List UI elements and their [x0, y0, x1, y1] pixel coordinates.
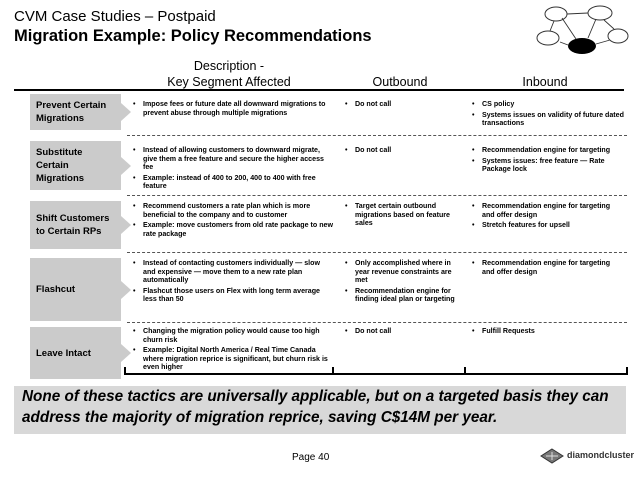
- list-item: • Recommendation engine for finding ideal plan or targeting: [345, 287, 457, 304]
- list-item: • Example: move customers from old rate package to new rate package: [133, 221, 333, 238]
- row1-inbound: [472, 100, 624, 130]
- list-item: • Stretch features for upsell: [472, 221, 624, 230]
- list-item: • Example: Digital North America / Real Time Canada where migration reprice is significant, but churn risk is even higher: [133, 346, 333, 372]
- row4-outbound: [345, 259, 457, 306]
- list-item: • Instead of contacting customers individually — slow and expensive — move them to a new rate plan automatically: [133, 259, 333, 285]
- description-column-header: [125, 58, 333, 90]
- list-item: • Systems issues on validity of future dated transactions: [472, 111, 624, 128]
- slide-title: Migration Example: Policy Recommendations: [14, 27, 372, 45]
- row-separator: [127, 195, 627, 196]
- list-item: • Do not call: [345, 327, 457, 336]
- list-item: • Do not call: [345, 146, 457, 155]
- row-label-substitute-certain-migrations: Substitute Certain Migrations: [30, 141, 121, 190]
- network-diagram-icon: [534, 4, 630, 56]
- table-bottom-bracket: [124, 367, 628, 375]
- list-item: • Impose fees or future date all downward migrations to prevent abuse through multiple migrations: [133, 100, 333, 117]
- row1-description: [133, 100, 333, 119]
- row-label-leave-intact: Leave Intact: [30, 327, 121, 379]
- brand-logo: [540, 445, 635, 469]
- list-item: • Recommendation engine for targeting and offer design: [472, 259, 624, 276]
- brand-name: diamondcluster: [567, 450, 635, 460]
- list-item: • Only accomplished where in year revenue constraints are met: [345, 259, 457, 285]
- header-rule: [14, 89, 624, 91]
- list-item: • Changing the migration policy would cause too high churn risk: [133, 327, 333, 344]
- inbound-column-header: Inbound: [522, 75, 568, 89]
- row-separator: [127, 322, 627, 323]
- outbound-column-header: Outbound: [372, 75, 428, 89]
- list-item: • Flashcut those users on Flex with long term average less than 50: [133, 287, 333, 304]
- row-separator: [127, 135, 627, 136]
- description-header-line-2: Key Segment Affected: [167, 75, 291, 89]
- row5-inbound: [472, 327, 624, 338]
- row2-inbound: [472, 146, 624, 176]
- row3-outbound: [345, 202, 457, 230]
- row-separator: [127, 252, 627, 253]
- row-label-prevent-certain-migrations: Prevent Certain Migrations: [30, 94, 121, 130]
- list-item: • Target certain outbound migrations based on feature sales: [345, 202, 457, 228]
- list-item: • Fulfill Requests: [472, 327, 624, 336]
- list-item: • Instead of allowing customers to downward migrate, give them a free feature and secure the higher access fee: [133, 146, 333, 172]
- row-label-shift-customers: Shift Customers to Certain RPs: [30, 201, 121, 249]
- row4-description: [133, 259, 333, 306]
- row2-outbound: [345, 146, 457, 157]
- row-label-flashcut: Flashcut: [30, 258, 121, 321]
- row3-inbound: [472, 202, 624, 232]
- row3-description: [133, 202, 333, 240]
- callout-text: None of these tactics are universally applicable, but on a targeted basis they can address the majority of migration reprice, saving C$14M per year.: [22, 388, 609, 426]
- list-item: • Recommendation engine for targeting: [472, 146, 624, 155]
- row4-inbound: [472, 259, 624, 278]
- row1-outbound: [345, 100, 457, 111]
- list-item: • Example: instead of 400 to 200, 400 to 400 with free feature: [133, 174, 333, 191]
- slide-subtitle: CVM Case Studies – Postpaid: [14, 8, 216, 25]
- row2-description: [133, 146, 333, 193]
- description-header-line-1: Description -: [193, 59, 265, 73]
- list-item: • Do not call: [345, 100, 457, 109]
- list-item: • Recommend customers a rate plan which is more beneficial to the company and to customer: [133, 202, 333, 219]
- row5-outbound: [345, 327, 457, 338]
- list-item: • Recommendation engine for targeting and offer design: [472, 202, 624, 219]
- diamond-logo-icon: [540, 448, 564, 464]
- list-item: • Systems issues: free feature — Rate Package lock: [472, 157, 624, 174]
- page-number: Page 40: [292, 452, 330, 463]
- list-item: • CS policy: [472, 100, 624, 109]
